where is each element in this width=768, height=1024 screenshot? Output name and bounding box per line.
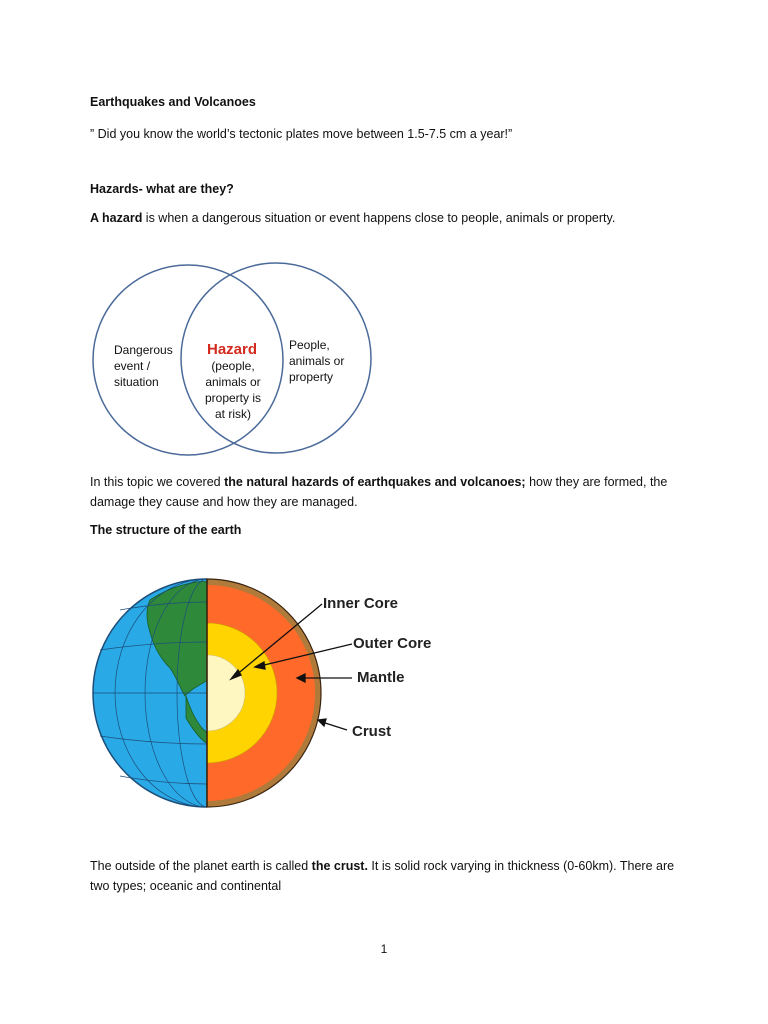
crust-paragraph <box>90 856 690 896</box>
venn-center-line-1: (people, <box>211 359 255 373</box>
crust-text-end: It is solid rock varying in thickness (0-60km). There are two types; oceanic and continental <box>90 859 675 893</box>
venn-left-line-2: event / <box>114 359 151 373</box>
document-title: Earthquakes and Volcanoes <box>90 95 256 109</box>
topic-bold: the natural hazards of earthquakes and volcanoes; <box>224 475 526 489</box>
venn-left-line-1: Dangerous <box>114 343 173 357</box>
crust-pointer <box>322 722 347 730</box>
fact-quote: ” Did you know the world’s tectonic plates move between 1.5-7.5 cm a year!” <box>90 127 513 141</box>
topic-text-end: how they are formed, the damage they cause and how they are managed. <box>90 475 668 509</box>
venn-center-line-2: animals or <box>205 375 261 389</box>
hazard-definition-text: is when a dangerous situation or event happens close to people, animals or property. <box>142 211 616 225</box>
crust-arrowhead <box>318 719 326 726</box>
hazards-heading: Hazards- what are they? <box>90 182 234 196</box>
structure-heading: The structure of the earth <box>90 523 242 537</box>
mantle-label: Mantle <box>357 669 405 686</box>
crust-text-start: The outside of the planet earth is called <box>90 859 312 873</box>
venn-left-line-3: situation <box>114 375 159 389</box>
venn-right-line-1: People, <box>289 338 330 352</box>
venn-hazard-title: Hazard <box>206 341 258 358</box>
hazard-definition <box>90 208 615 228</box>
outer-core-label: Outer Core <box>353 635 432 652</box>
venn-center-line-4: at risk) <box>215 407 251 421</box>
inner-core-label: Inner Core <box>323 595 399 612</box>
topic-paragraph <box>90 472 690 512</box>
venn-right-line-2: animals or <box>289 354 345 368</box>
hazard-venn-diagram <box>88 262 378 462</box>
crust-label: Crust <box>352 723 392 740</box>
earth-structure-diagram <box>90 568 450 818</box>
venn-center-line-3: property is <box>204 391 262 405</box>
page-number: 1 <box>380 942 388 956</box>
topic-text-start: In this topic we covered <box>90 475 225 489</box>
crust-bold: the crust. <box>311 859 368 873</box>
venn-right-line-3: property <box>289 370 334 384</box>
hazard-term: A hazard <box>90 211 143 225</box>
